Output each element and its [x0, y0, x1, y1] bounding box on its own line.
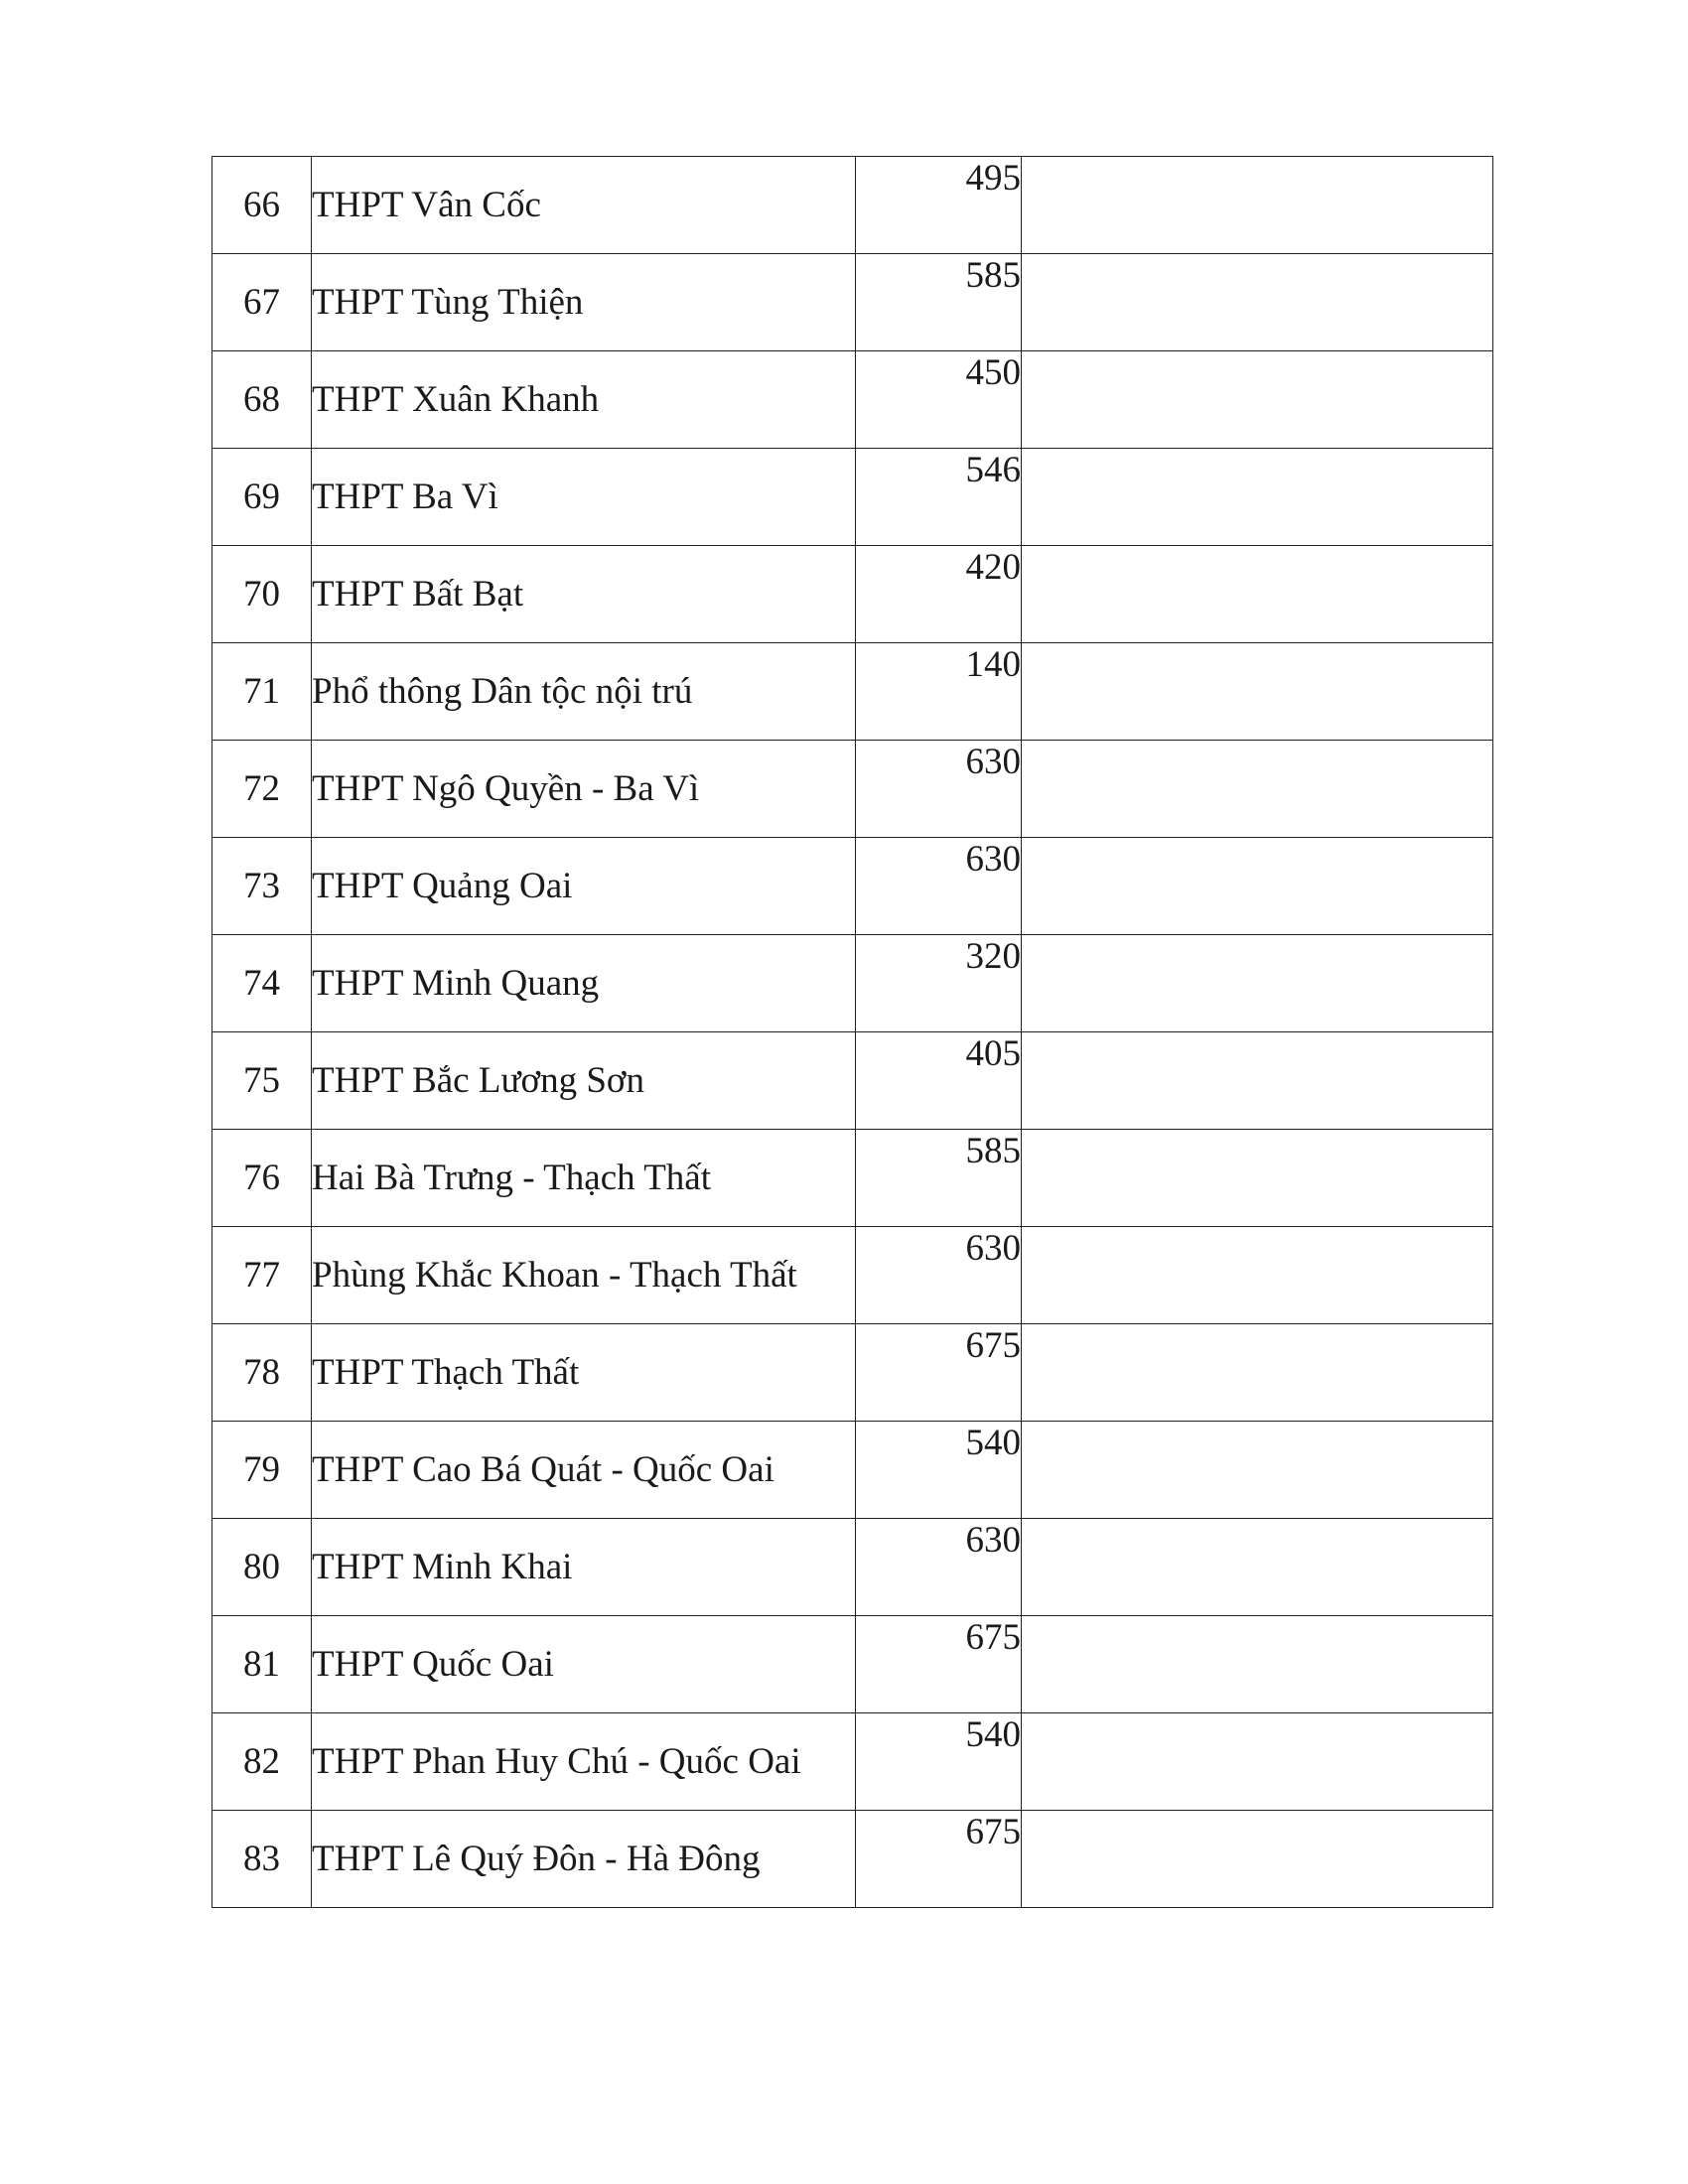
school-name-cell: THPT Vân Cốc [312, 157, 856, 254]
row-number-cell: 71 [212, 643, 312, 741]
table-row [212, 935, 1493, 1032]
table-row [212, 157, 1493, 254]
table-row [212, 838, 1493, 935]
note-cell [1022, 935, 1493, 1032]
note-cell [1022, 157, 1493, 254]
quota-cell: 630 [856, 1227, 1022, 1324]
quota-cell: 450 [856, 351, 1022, 449]
table-row [212, 741, 1493, 838]
row-number-cell: 79 [212, 1422, 312, 1519]
table-row [212, 254, 1493, 351]
quota-cell: 675 [856, 1811, 1022, 1908]
note-cell [1022, 1811, 1493, 1908]
row-number-cell: 76 [212, 1130, 312, 1227]
school-name-cell: THPT Bất Bạt [312, 546, 856, 643]
table-row [212, 1227, 1493, 1324]
table-body [212, 157, 1493, 1908]
table-row [212, 643, 1493, 741]
table-row [212, 449, 1493, 546]
note-cell [1022, 1519, 1493, 1616]
quota-cell: 420 [856, 546, 1022, 643]
school-name-cell: Phổ thông Dân tộc nội trú [312, 643, 856, 741]
note-cell [1022, 838, 1493, 935]
note-cell [1022, 1422, 1493, 1519]
school-name-cell: THPT Thạch Thất [312, 1324, 856, 1422]
school-name-cell: THPT Minh Quang [312, 935, 856, 1032]
quota-cell: 675 [856, 1616, 1022, 1713]
school-name-cell: THPT Quảng Oai [312, 838, 856, 935]
school-name-cell: THPT Ba Vì [312, 449, 856, 546]
school-name-cell: THPT Lê Quý Đôn - Hà Đông [312, 1811, 856, 1908]
row-number-cell: 83 [212, 1811, 312, 1908]
quota-cell: 630 [856, 838, 1022, 935]
school-name-cell: THPT Quốc Oai [312, 1616, 856, 1713]
row-number-cell: 78 [212, 1324, 312, 1422]
table-row [212, 1713, 1493, 1811]
table-row [212, 546, 1493, 643]
table-row [212, 1032, 1493, 1130]
school-name-cell: THPT Xuân Khanh [312, 351, 856, 449]
note-cell [1022, 1227, 1493, 1324]
table-row [212, 1324, 1493, 1422]
table-row [212, 1616, 1493, 1713]
row-number-cell: 73 [212, 838, 312, 935]
note-cell [1022, 1130, 1493, 1227]
school-quota-table [211, 156, 1493, 1908]
school-name-cell: THPT Ngô Quyền - Ba Vì [312, 741, 856, 838]
row-number-cell: 72 [212, 741, 312, 838]
table-row [212, 351, 1493, 449]
school-name-cell: Hai Bà Trưng - Thạch Thất [312, 1130, 856, 1227]
note-cell [1022, 254, 1493, 351]
note-cell [1022, 1713, 1493, 1811]
row-number-cell: 81 [212, 1616, 312, 1713]
note-cell [1022, 546, 1493, 643]
row-number-cell: 68 [212, 351, 312, 449]
quota-cell: 540 [856, 1422, 1022, 1519]
school-name-cell: THPT Bắc Lương Sơn [312, 1032, 856, 1130]
note-cell [1022, 1032, 1493, 1130]
note-cell [1022, 1324, 1493, 1422]
quota-cell: 320 [856, 935, 1022, 1032]
table-row [212, 1130, 1493, 1227]
school-name-cell: Phùng Khắc Khoan - Thạch Thất [312, 1227, 856, 1324]
quota-cell: 405 [856, 1032, 1022, 1130]
note-cell [1022, 1616, 1493, 1713]
school-name-cell: THPT Cao Bá Quát - Quốc Oai [312, 1422, 856, 1519]
quota-cell: 585 [856, 1130, 1022, 1227]
school-name-cell: THPT Minh Khai [312, 1519, 856, 1616]
row-number-cell: 69 [212, 449, 312, 546]
quota-cell: 495 [856, 157, 1022, 254]
table-row [212, 1811, 1493, 1908]
row-number-cell: 66 [212, 157, 312, 254]
quota-cell: 585 [856, 254, 1022, 351]
row-number-cell: 67 [212, 254, 312, 351]
note-cell [1022, 741, 1493, 838]
row-number-cell: 74 [212, 935, 312, 1032]
school-name-cell: THPT Phan Huy Chú - Quốc Oai [312, 1713, 856, 1811]
quota-cell: 540 [856, 1713, 1022, 1811]
row-number-cell: 70 [212, 546, 312, 643]
quota-cell: 630 [856, 741, 1022, 838]
row-number-cell: 82 [212, 1713, 312, 1811]
quota-cell: 140 [856, 643, 1022, 741]
row-number-cell: 77 [212, 1227, 312, 1324]
table-row [212, 1519, 1493, 1616]
row-number-cell: 80 [212, 1519, 312, 1616]
row-number-cell: 75 [212, 1032, 312, 1130]
quota-cell: 675 [856, 1324, 1022, 1422]
note-cell [1022, 643, 1493, 741]
table-row [212, 1422, 1493, 1519]
quota-cell: 630 [856, 1519, 1022, 1616]
note-cell [1022, 449, 1493, 546]
note-cell [1022, 351, 1493, 449]
school-name-cell: THPT Tùng Thiện [312, 254, 856, 351]
quota-cell: 546 [856, 449, 1022, 546]
